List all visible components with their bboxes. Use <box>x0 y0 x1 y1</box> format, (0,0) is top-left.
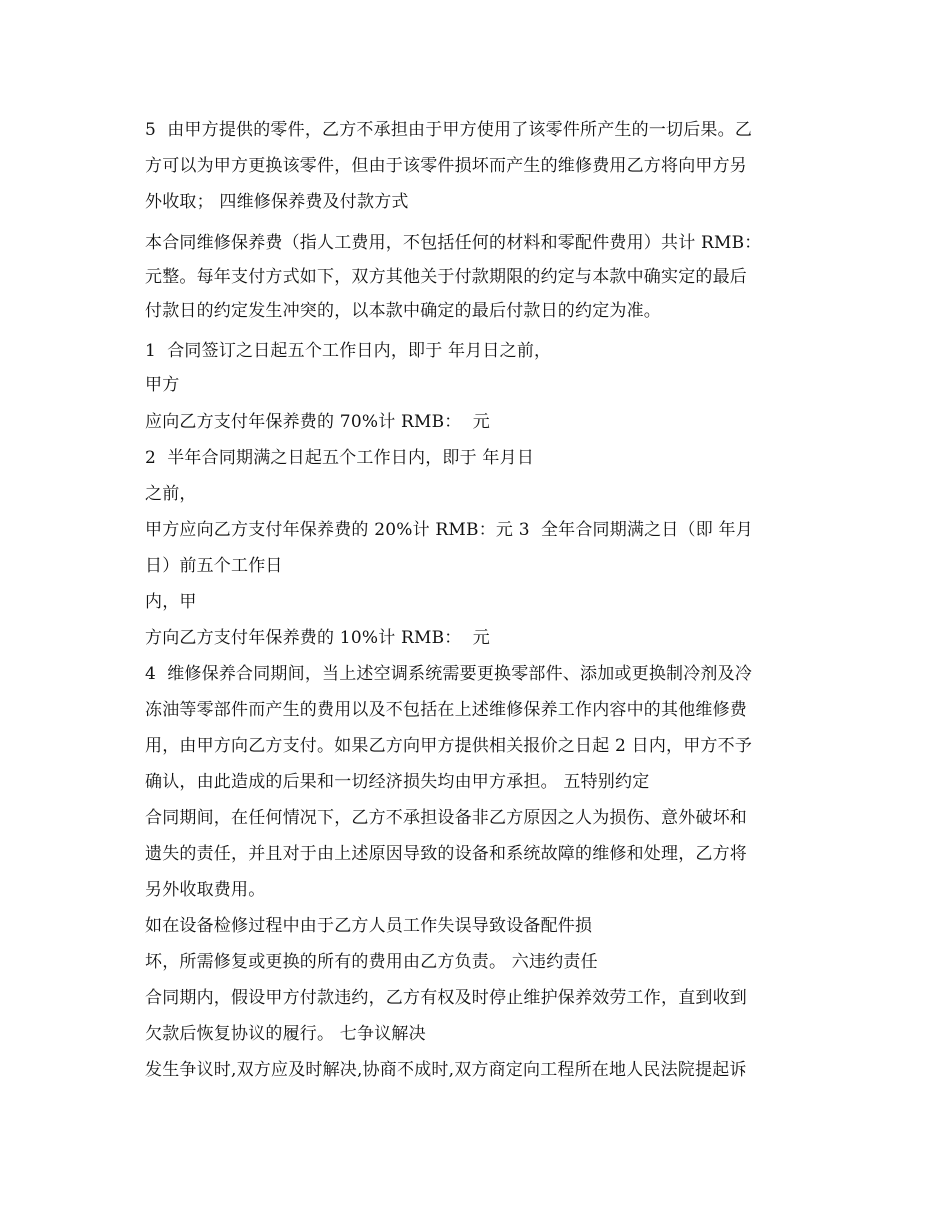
text-line: 方向乙方支付年保养费的 10%计 RMB： 元 <box>145 628 490 648</box>
text-line: 甲方 <box>145 375 180 395</box>
text-line: 确认，由此造成的后果和一切经济损失均由甲方承担。 五特别约定 <box>145 772 650 792</box>
text-line: 1 合同签订之日起五个工作日内，即于 年月日之前， <box>145 341 552 361</box>
text-line: 之前， <box>145 484 197 504</box>
text-line: 5 由甲方提供的零件，乙方不承担由于甲方使用了该零件所产生的一切后果。乙 <box>145 120 753 140</box>
text-line: 应向乙方支付年保养费的 70%计 RMB： 元 <box>145 412 490 432</box>
text-line: 欠款后恢复协议的履行。 七争议解决 <box>145 1024 426 1044</box>
text-line: 合同期内，假设甲方付款违约，乙方有权及时停止维护保养效劳工作，直到收到 <box>145 988 747 1008</box>
text-line: 合同期间，在任何情况下，乙方不承担设备非乙方原因之人为损伤、意外破坏和 <box>145 808 747 828</box>
text-line: 本合同维修保养费（指人工费用，不包括任何的材料和零配件费用）共计 RMB： <box>145 233 762 253</box>
text-line: 4 维修保养合同期间，当上述空调系统需要更换零部件、添加或更换制冷剂及冷 <box>145 664 753 684</box>
text-line: 坏，所需修复或更换的所有的费用由乙方负责。 六违约责任 <box>145 952 598 972</box>
text-line: 付款日的约定发生冲突的，以本款中确定的最后付款日的约定为准。 <box>145 301 661 321</box>
text-line: 内，甲 <box>145 592 197 612</box>
text-line: 发生争议时,双方应及时解决,协商不成时,双方商定向工程所在地人民法院提起诉 <box>145 1060 747 1080</box>
text-line: 方可以为甲方更换该零件，但由于该零件损坏而产生的维修费用乙方将向甲方另 <box>145 156 747 176</box>
text-line: 遗失的责任，并且对于由上述原因导致的设备和系统故障的维修和处理，乙方将 <box>145 844 747 864</box>
text-line: 外收取； 四维修保养费及付款方式 <box>145 192 409 212</box>
text-line: 元整。每年支付方式如下，双方其他关于付款期限的约定与本款中确实定的最后 <box>145 267 747 287</box>
text-line: 另外收取费用。 <box>145 880 266 900</box>
text-line: 用，由甲方向乙方支付。如果乙方向甲方提供相关报价之日起 2 日内，甲方不予 <box>145 736 753 756</box>
text-line: 日）前五个工作日 <box>145 556 283 576</box>
text-line: 甲方应向乙方支付年保养费的 20%计 RMB：元 3 全年合同期满之日（即 年月 <box>145 520 753 540</box>
text-line: 2 半年合同期满之日起五个工作日内，即于 年月日 <box>145 448 535 468</box>
text-line: 冻油等零部件而产生的费用以及不包括在上述维修保养工作内容中的其他维修费 <box>145 700 747 720</box>
text-line: 如在设备检修过程中由于乙方人员工作失误导致设备配件损 <box>145 916 593 936</box>
